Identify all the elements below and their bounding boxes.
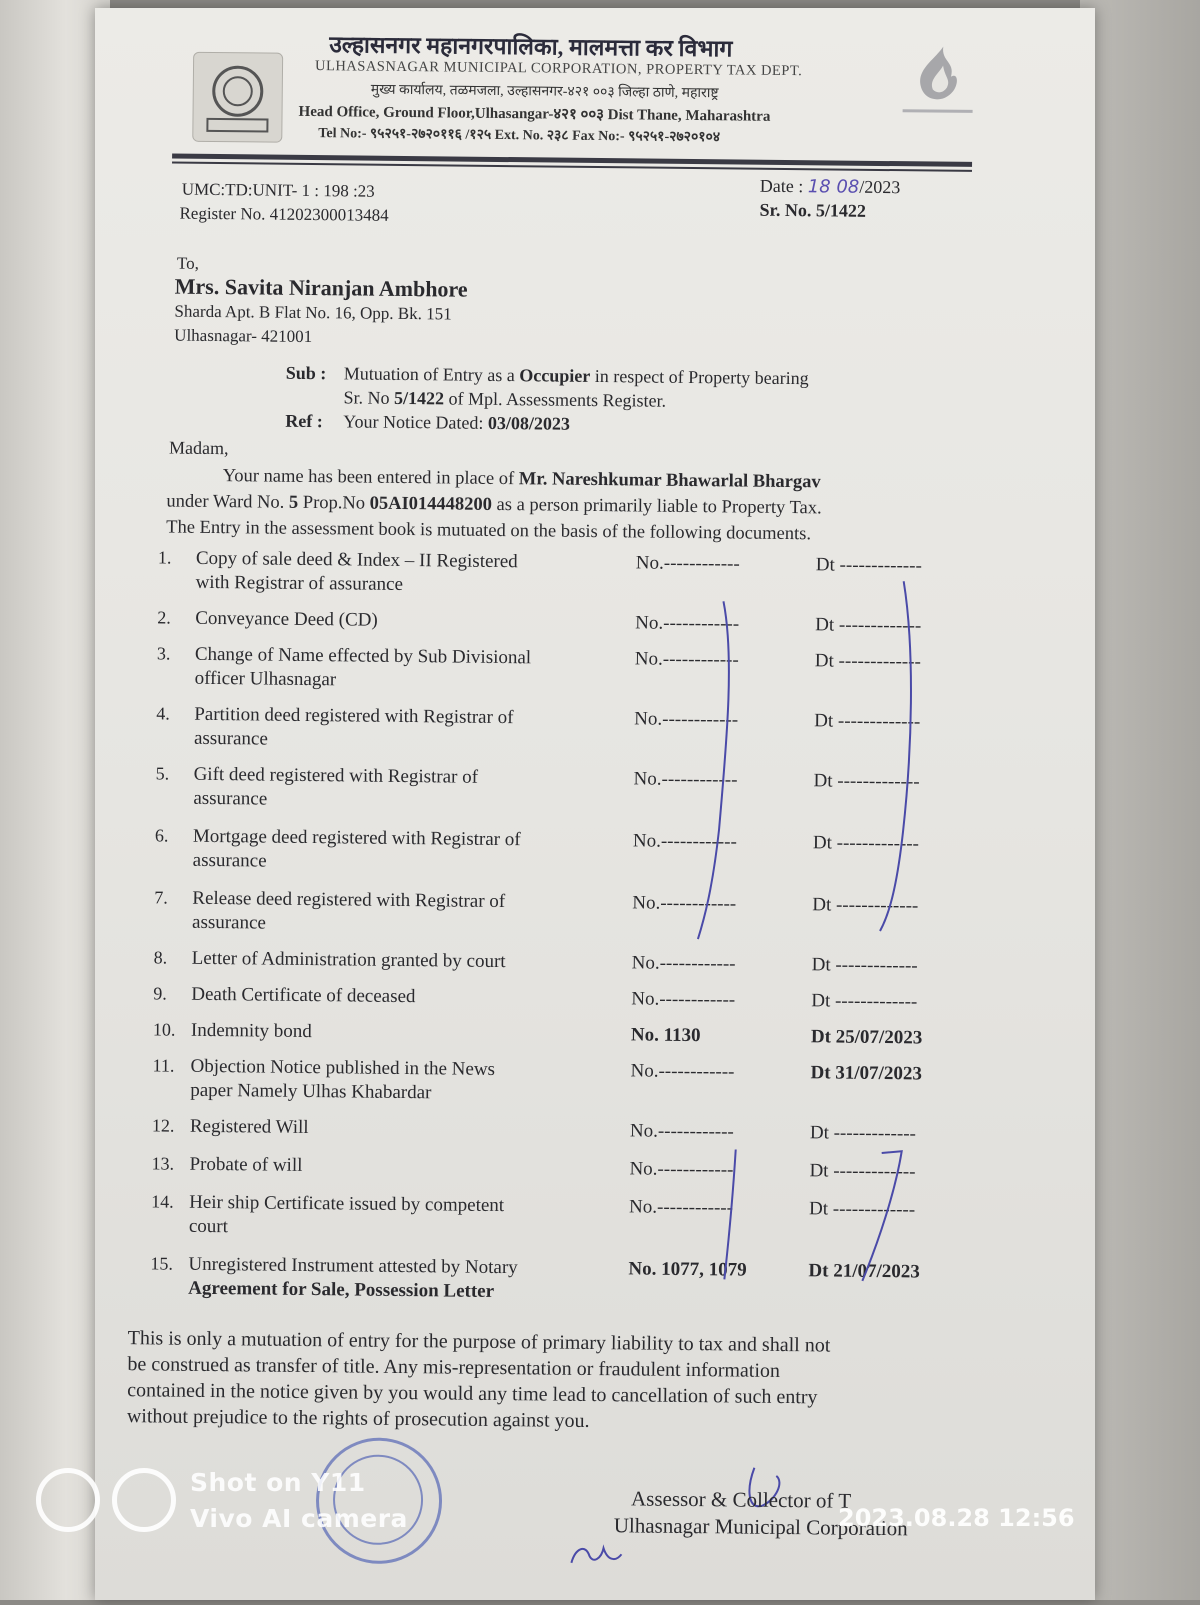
recipient-name: Mrs. Savita Niranjan Ambhore [174, 273, 468, 302]
body-line1: Your name has been entered in place of Mr. Nareshkumar Bhawarlal Bhargav [222, 466, 821, 493]
watermark-shot-on: Shot on Y11 [190, 1468, 366, 1497]
subject-label: Sub : [285, 362, 327, 384]
document-item-number-field: No.------------ [630, 1060, 735, 1083]
document-item-text-continued: assurance [191, 911, 267, 934]
document-item-date-field: Dt ------------- [811, 990, 918, 1013]
document-item-date-field: Dt ------------- [812, 832, 920, 855]
document-item-number-field: No.------------ [629, 1158, 734, 1181]
document-item-number: 3. [156, 643, 171, 664]
document-item-number: 11. [152, 1055, 175, 1076]
document-item-text: Release deed registered with Registrar of [192, 887, 506, 913]
document-item-date-field: Dt ------------- [811, 954, 918, 977]
document-item-date-field: Dt ------------- [814, 710, 921, 733]
umc-reference: UMC:TD:UNIT- 1 : 198 :23 [181, 179, 375, 201]
document-item-number-field: No.------------ [634, 708, 739, 731]
serial-number: Sr. No. 5/1422 [759, 199, 867, 221]
document-item-number: 9. [153, 983, 167, 1004]
document-item-text: Conveyance Deed (CD) [195, 607, 378, 631]
document-item-number: 10. [152, 1019, 176, 1040]
document-item-text: Registered Will [189, 1115, 309, 1139]
document-item-text: Mortgage deed registered with Registrar of [192, 825, 521, 851]
document-item-number: 6. [154, 825, 169, 846]
header-title-english: ULHASASNAGAR MUNICIPAL CORPORATION, PROPERTY TAX DEPT. [314, 58, 803, 80]
document-item-text: Gift deed registered with Registrar of [193, 763, 479, 788]
document-item-number-field: No.------------ [633, 768, 738, 791]
document-item-number-field: No.------------ [629, 1120, 734, 1143]
document-item-text: Letter of Administration granted by court [191, 947, 506, 973]
document-item-date-field: Dt ------------- [812, 894, 919, 917]
document-item-date-field: Dt ------------- [809, 1122, 917, 1145]
footer-line3: contained in the notice given by you would any time lead to cancellation of such entry [127, 1379, 818, 1409]
watermark-camera: Vivo AI camera [190, 1504, 408, 1533]
subject-line2: Sr. No 5/1422 of Mpl. Assessments Register. [343, 387, 667, 411]
subject-line1: Mutuation of Entry as a Occupier in respect of Property bearing [343, 363, 809, 389]
document-item-text-continued: with Registrar of assurance [195, 571, 404, 595]
document-item-number-field: No.------------ [631, 952, 736, 975]
header-telephone: Tel No:- ९५२५१-२७२०११६ /१२५ Ext. No. २३८ Fax No:- ९५२५१-२७२०१०४ [318, 126, 721, 146]
document-item-number-field: No.------------ [629, 1196, 734, 1219]
document-content [85, 3, 1102, 1605]
document-item-number-field: No.------------ [631, 988, 736, 1011]
header-title-devanagari: उल्हासनगर महानगरपालिका, मालमत्ता कर विभाग [329, 32, 733, 62]
document-item-text: Copy of sale deed & Index – II Registered [195, 547, 518, 573]
footer-line2: be construed as transfer of title. Any mis-representation or fraudulent information [127, 1353, 781, 1382]
document-item-text-continued: Agreement for Sale, Possession Letter [188, 1277, 495, 1302]
document-item-text: Death Certificate of deceased [191, 983, 416, 1008]
document-item-number: 1. [157, 547, 172, 568]
document-item-text: Partition deed registered with Registrar of [194, 703, 514, 729]
salutation: Madam, [168, 437, 229, 459]
document-item-text: Objection Notice published in the News [190, 1055, 496, 1080]
document-item-date-field: Dt 25/07/2023 [810, 1026, 923, 1049]
document-item-number: 13. [151, 1153, 175, 1174]
document-item-number: 14. [151, 1191, 174, 1212]
document-item-text-continued: paper Namely Ulhas Khabardar [190, 1079, 432, 1104]
document-item-number-field: No.------------ [635, 612, 740, 635]
document-item-number-field: No.------------ [635, 552, 740, 575]
handwritten-date: 18 08 [807, 176, 860, 198]
document-item-number: 8. [153, 947, 168, 968]
document-item-text: Change of Name effected by Sub Divisional [194, 643, 532, 669]
document-item-text-continued: assurance [192, 849, 267, 872]
document-item-number: 2. [157, 607, 171, 628]
register-number: Register No. 41202300013484 [179, 203, 389, 225]
document-item-date-field: Dt ------------- [815, 614, 922, 637]
document-item-date-field: Dt ------------- [814, 650, 921, 673]
document-item-number: 12. [151, 1115, 175, 1136]
document-item-number-field: No. 1077, 1079 [628, 1258, 747, 1281]
document-item-date-field: Dt ------------- [813, 770, 920, 793]
reference-label: Ref : [285, 410, 323, 432]
footer-line4: without prejudice to the rights of prosecution against you. [126, 1405, 590, 1432]
official-seal [315, 1437, 442, 1564]
to-label: To, [176, 253, 200, 273]
document-item-date-field: Dt ------------- [815, 554, 922, 577]
document-item-date-field: Dt 31/07/2023 [810, 1062, 922, 1085]
document-item-date-field: Dt 21/07/2023 [808, 1260, 920, 1283]
header-head-office: Head Office, Ground Floor,Ulhasangar-४२१ ००३ Dist Thane, Maharashtra [298, 103, 771, 125]
document-item-number-field: No.------------ [632, 892, 737, 915]
document-item-number-field: No.------------ [632, 830, 737, 853]
camera-lens-icon [112, 1468, 176, 1532]
initials-signature [571, 1548, 621, 1564]
recipient-address-line1: Sharda Apt. B Flat No. 16, Opp. Bk. 151 [174, 301, 452, 324]
document-item-text-continued: officer Ulhasnagar [194, 667, 337, 691]
reference-text: Your Notice Dated: 03/08/2023 [343, 411, 571, 434]
watermark-timestamp: 2023.08.28 12:56 [838, 1504, 1075, 1532]
document-item-number-field: No. 1130 [630, 1024, 701, 1047]
camera-shutter-icon [36, 1468, 100, 1532]
document-item-number: 15. [150, 1253, 174, 1274]
recipient-address-line2: Ulhasnagar- 421001 [174, 325, 313, 347]
flame-logo [893, 31, 984, 122]
footer-line1: This is only a mutuation of entry for the purpose of primary liability to tax and shall not [127, 1327, 831, 1357]
body-line3: The Entry in the assessment book is mutuated on the basis of the following documents. [166, 517, 812, 545]
umc-emblem-logo [192, 52, 283, 143]
document-item-text-continued: assurance [193, 787, 268, 810]
document-item-text: Unregistered Instrument attested by Notary [188, 1253, 518, 1279]
document-item-number-field: No.------------ [634, 648, 739, 671]
document-item-date-field: Dt ------------- [809, 1160, 916, 1183]
letter-date: Date : 18 08/2023 [759, 175, 901, 198]
document-item-text: Probate of will [189, 1153, 303, 1176]
document-item-text: Indemnity bond [190, 1019, 312, 1043]
document-item-number: 4. [156, 703, 170, 724]
document-item-number: 5. [155, 763, 170, 784]
corporation-name: Ulhasnagar Municipal Corporation [613, 1513, 908, 1541]
document-item-text-continued: assurance [193, 727, 268, 750]
document-item-number: 7. [154, 887, 168, 908]
document-item-text: Heir ship Certificate issued by competent [189, 1191, 505, 1217]
document-item-text-continued: court [188, 1215, 229, 1238]
assessor-title: Assessor & Collector of T [630, 1486, 852, 1513]
header-address-devanagari: मुख्य कार्यालय, तळमजला, उल्हासनगर-४२१ ००३ जिल्हा ठाणे, महाराष्ट्र [370, 82, 719, 102]
document-item-date-field: Dt ------------- [808, 1198, 916, 1221]
document-page [95, 8, 1095, 1600]
body-line2: under Ward No. 5 Prop.No 05AI014448200 as a person primarily liable to Property Tax. [166, 491, 822, 519]
